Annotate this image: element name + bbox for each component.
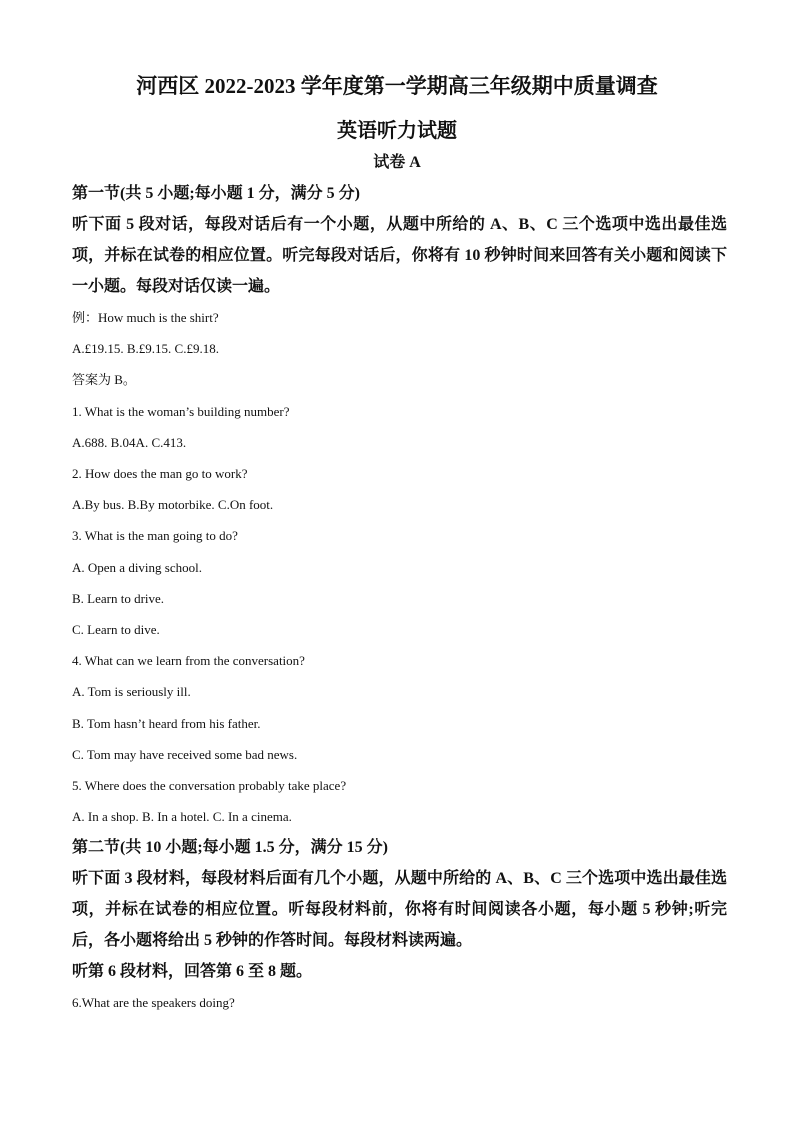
question-4-option-b: B. Tom hasn’t heard from his father. [72, 715, 261, 731]
question-1: 1. What is the woman’s building number? [72, 403, 290, 419]
question-3: 3. What is the man going to do? [72, 528, 238, 544]
question-6: 6.What are the speakers doing? [72, 995, 235, 1011]
example-question: 例：How much is the shirt? [72, 310, 219, 325]
section1-instruction: 听下面 5 段对话，每段对话后有一个小题，从题中所给的 A、B、C 三个选项中选出最佳选项，并标在试卷的相应位置。听完每段对话后，你将有 10 秒钟时间来回答有关小题和阅读下一小题。每段对话仅读一遍。 [72, 216, 727, 295]
question-2-options: A.By bus. B.By motorbike. C.On foot. [72, 497, 274, 513]
exam-subtitle: 英语听力试题 [337, 120, 457, 142]
question-3-option-b: B. Learn to drive. [72, 590, 165, 606]
question-4: 4. What can we learn from the conversation? [72, 653, 305, 669]
question-4-option-a: A. Tom is seriously ill. [72, 684, 191, 700]
section2-instruction: 听下面 3 段材料，每段材料后面有几个小题，从题中所给的 A、B、C 三个选项中选出最佳选项，并标在试卷的相应位置。听每段材料前，你将有时间阅读各小题，每小题 5 秒钟;听完后，各小题将给出 5 秒钟的作答时间。每段材料读两遍。 [72, 870, 727, 950]
example-answer: 答案为 B。 [72, 372, 136, 388]
question-5-options: A. In a shop. B. In a hotel. C. In a cinema. [72, 809, 292, 825]
question-1-options: A.688. B.04A. C.413. [72, 434, 187, 450]
paper-label: 试卷 A [373, 154, 421, 171]
question-3-option-c: C. Learn to dive. [72, 622, 160, 638]
question-4-option-c: C. Tom may have received some bad news. [72, 746, 298, 762]
section1-heading: 第一节(共 5 小题;每小题 1 分，满分 5 分) [72, 185, 360, 202]
question-3-option-a: A. Open a diving school. [72, 559, 202, 575]
section2-subheading: 听第 6 段材料，回答第 6 至 8 题。 [72, 963, 313, 981]
exam-content [72, 178, 727, 1019]
section2-heading: 第二节(共 10 小题;每小题 1.5 分，满分 15 分) [72, 839, 388, 857]
exam-title: 河西区 2022-2023 学年度第一学期高三年级期中质量调查 [136, 74, 658, 98]
question-5: 5. Where does the conversation probably take place? [72, 778, 347, 794]
question-2: 2. How does the man go to work? [72, 466, 248, 482]
example-options: A.£19.15. B.£9.15. C.£9.18. [72, 341, 219, 357]
